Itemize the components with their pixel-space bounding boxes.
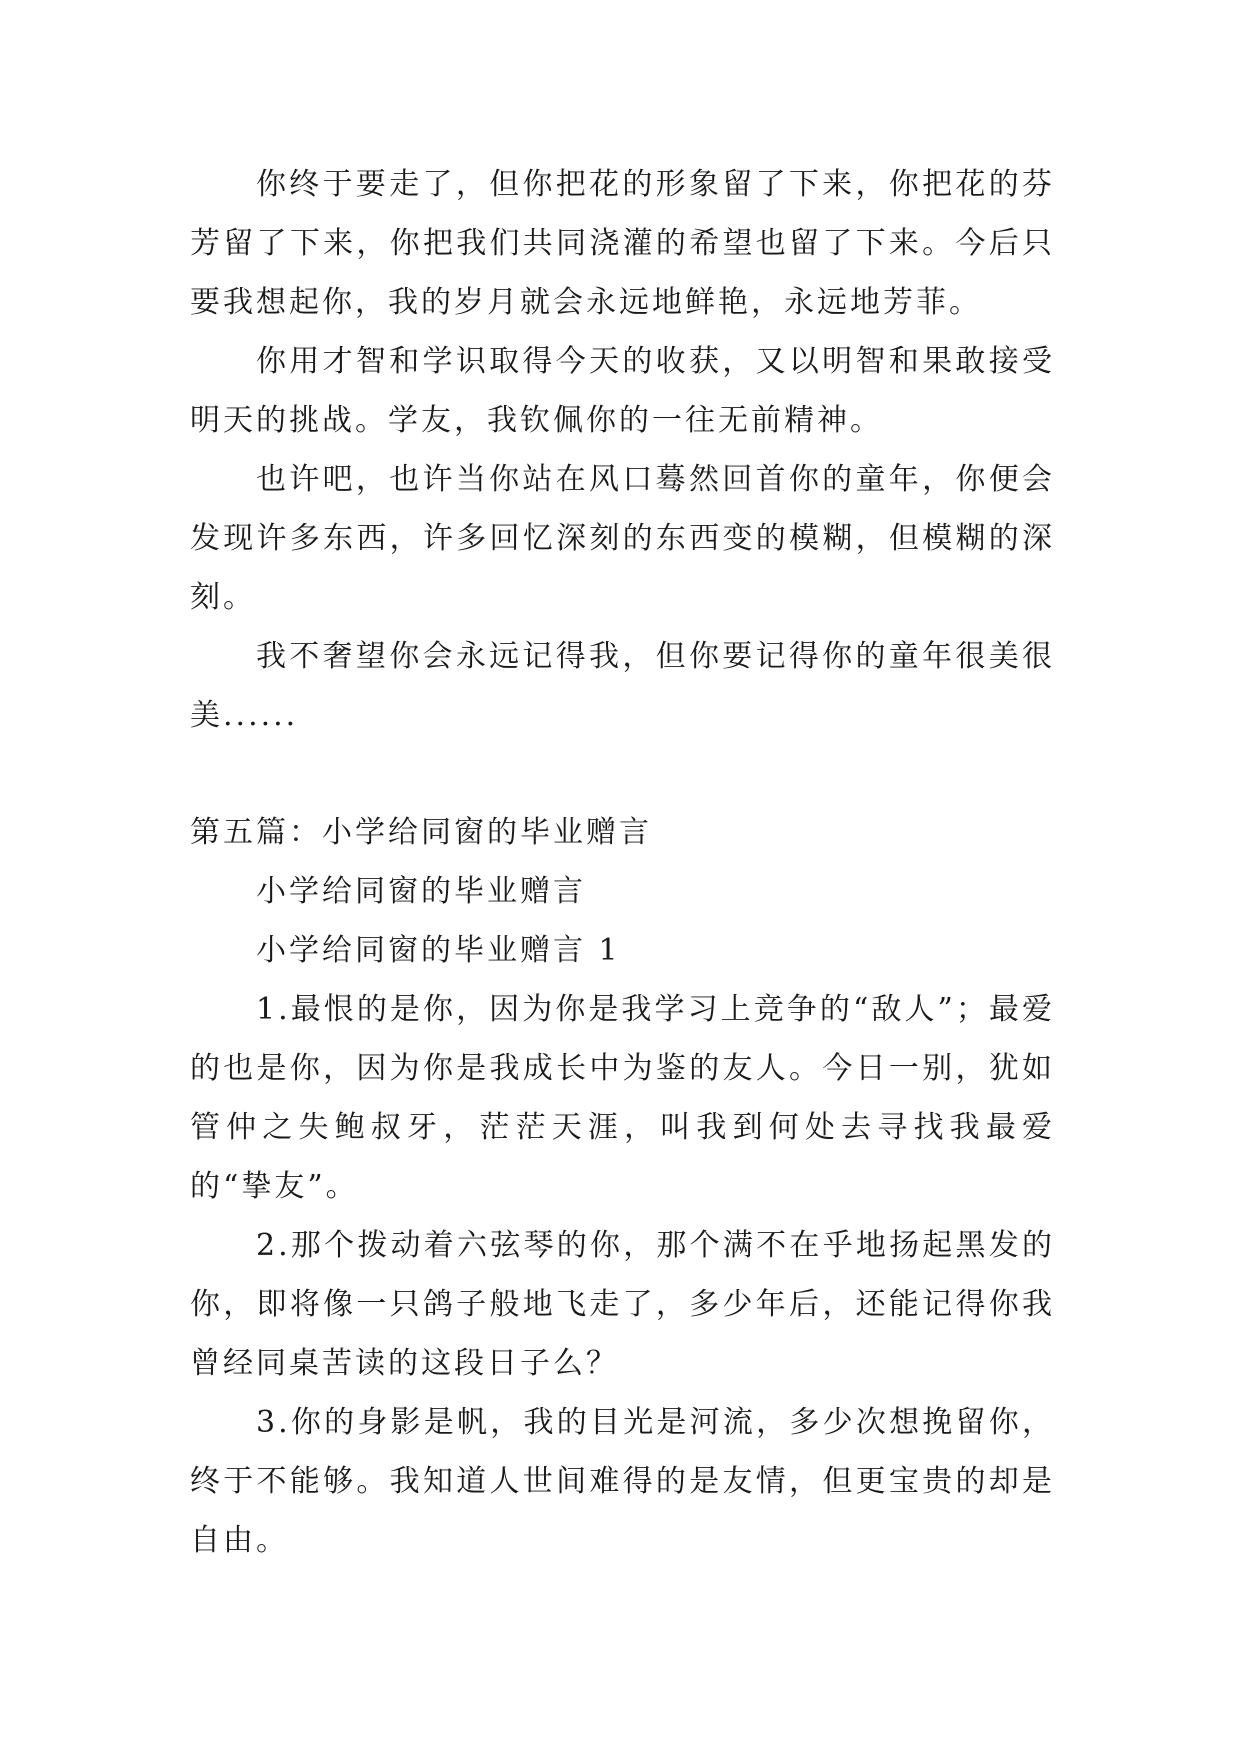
section-subtitle-numbered: 小学给同窗的毕业赠言 1 [256,933,621,968]
section-subtitle: 小学给同窗的毕业赠言 [256,874,586,909]
list-item: 3.你的身影是帆，我的目光是河流，多少次想挽留你，终于不能够。我知道人世间难得的是友情，但更宝贵的却是自由。 [190,1405,1055,1558]
document-body [190,155,1055,1570]
paragraph-wisdom-challenge: 你用才智和学识取得今天的收获，又以明智和果敢接受明天的挑战。学友，我钦佩你的一往无前精神。 [190,344,1055,438]
section-spacer [190,745,1055,803]
list-item: 1.最恨的是你，因为你是我学习上竞争的“敌人”；最爱的也是你，因为你是我成长中为鉴的友人。今日一别，犹如管仲之失鲍叔牙，茫茫天涯，叫我到何处去寻找我最爱的“挚友”。 [190,992,1055,1204]
paragraph-childhood-memory: 也许吧，也许当你站在风口蓦然回首你的童年，你便会发现许多东西，许多回忆深刻的东西变的模糊，但模糊的深刻。 [190,462,1055,615]
paragraph-farewell-flower: 你终于要走了，但你把花的形象留了下来，你把花的芬芳留了下来，你把我们共同浇灌的希望也留了下来。今后只要我想起你，我的岁月就会永远地鲜艳，永远地芳菲。 [190,167,1055,320]
list-item: 2.那个拨动着六弦琴的你，那个满不在乎地扬起黑发的你，即将像一只鸽子般地飞走了，多少年后，还能记得你我曾经同桌苦读的这段日子么？ [190,1228,1055,1381]
section-heading: 第五篇：小学给同窗的毕业赠言 [190,815,652,850]
paragraph-remember-childhood: 我不奢望你会永远记得我，但你要记得你的童年很美很美...... [190,639,1055,733]
